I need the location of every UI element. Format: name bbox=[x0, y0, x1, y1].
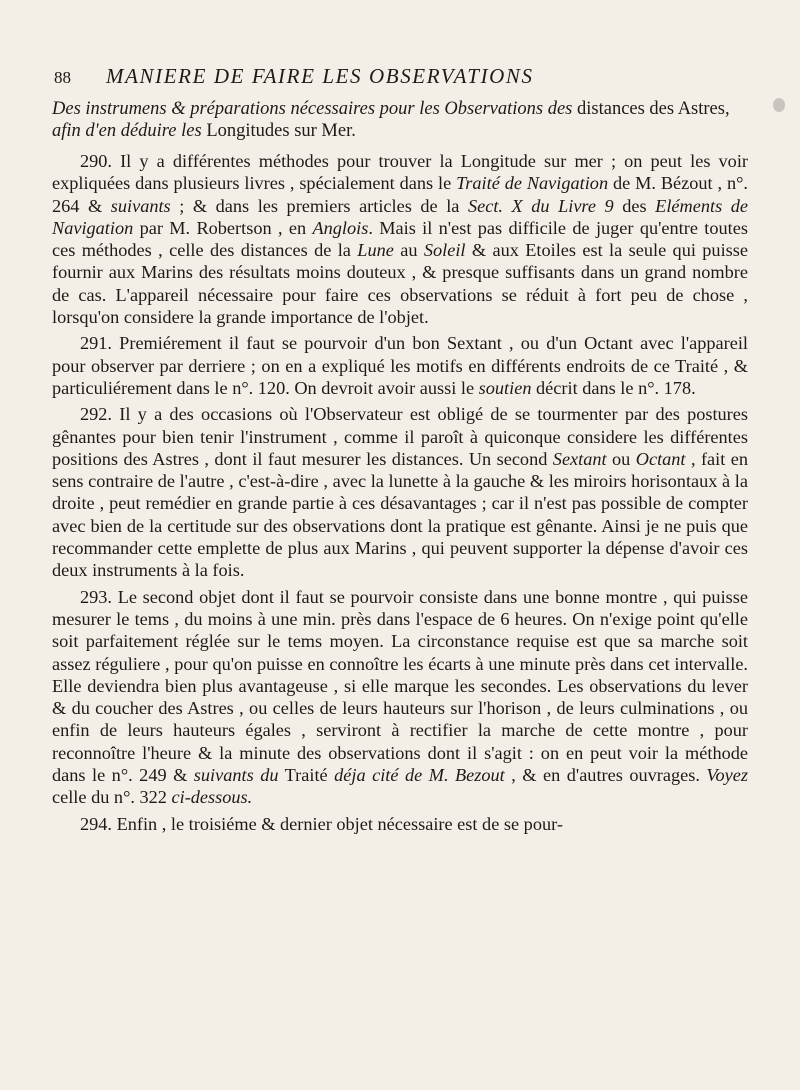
italic-text: Voyez bbox=[706, 765, 748, 786]
paragraph-text: 291. Premiérement il faut se pourvoir d'un bon Sextant , ou d'un Octant avec l'appareil pour observer par derriere ; on en a expliqué les motifs en différents endroits de ce Traité , & particuliérement dans le n°. 120. On devroit avoir aussi le bbox=[52, 333, 748, 398]
body-text bbox=[52, 150, 748, 835]
italic-text: soutien bbox=[478, 377, 532, 398]
paragraph bbox=[52, 150, 748, 328]
paragraph-text: Traité bbox=[278, 765, 335, 786]
section-title-line2-italic: afin d'en déduire les bbox=[52, 121, 202, 141]
paragraph-text: celle du n°. 322 bbox=[52, 787, 172, 808]
paragraph bbox=[52, 332, 748, 399]
paragraph-text: ou bbox=[606, 448, 636, 469]
ink-blot bbox=[773, 98, 785, 112]
paragraph-text: 293. Le second objet dont il faut se pourvoir consiste dans une bonne montre , qui puisse mesurer le tems , du moins à une min. près dans l'espace de 6 heures. On n'exige point qu'elle soit parfaitement réglée sur le tems moyen. La circonstance requise est que sa marche soit assez réguliere , pour qu'on puisse en connoître les écarts à une minute près dans cet intervalle. Elle deviendra bien plus avantageuse , si elle marque les secondes. Les observations du lever & du coucher des Astres , ou celles de leurs hauteurs sur l'horison , de leurs culminations , ou enfin de leurs hauteurs égales , serviront à rectifier la marche de cette montre , pour reconnoître l'heure & la minute des observations dont il s'agit : on en peut voir la méthode dans le n°. 249 & bbox=[52, 586, 748, 786]
section-title-line2a: distances des Astres, bbox=[577, 99, 730, 119]
paragraph-text: par M. Robertson , en bbox=[133, 217, 313, 238]
section-title-italic: Des instrumens & préparations nécessaires pour les Observations des bbox=[52, 99, 573, 119]
paragraph-text: au bbox=[393, 240, 424, 261]
paragraph bbox=[52, 403, 748, 581]
paragraph-text: 290. Il y a différentes méthodes pour trouver la Longitude sur mer ; on peut les voir expliquées dans plusieurs livres , spécialement dans le bbox=[52, 151, 748, 194]
paragraph bbox=[52, 813, 748, 835]
italic-text: Octant bbox=[635, 448, 686, 469]
italic-text: Soleil bbox=[423, 240, 466, 261]
paragraph-text: & aux Etoiles est la seule qui puisse fournir aux Marins des résultats moins douteux , & presque suffisants dans un grand nombre de cas. L'appareil nécessaire pour faire ces observations se réduit à fort peu de chose , lorsqu'on considere la grande importance de l'objet. bbox=[52, 240, 748, 328]
paragraph-text: . Mais il n'est pas difficile de juger qu'entre toutes ces méthodes , celle des distances de la bbox=[52, 217, 748, 261]
italic-text: suivants bbox=[110, 195, 171, 216]
paragraph bbox=[52, 586, 748, 809]
paragraph-text: , fait en sens contraire de l'autre , c'est-à-dire , avec la lunette à la gauche & les miroirs horisontaux à la droite , peut remédier en grande partie à ces désavantages ; car il n'est pas possible de compter avec bien de la certitude sur des observations dont la pratique est gênante. Ainsi je ne puis que recommander cette emplette de plus aux Marins , qui peuvent supporter la dépense d'avoir ces deux instruments à la fois. bbox=[52, 448, 748, 581]
paragraph-text: ; & dans les premiers articles de la bbox=[170, 195, 468, 216]
italic-text: déja cité de M. Bezout bbox=[334, 765, 505, 786]
paragraph-text: décrit dans le n°. 178. bbox=[531, 377, 696, 398]
paragraph-text: des bbox=[613, 195, 656, 216]
running-head: MANIERE DE FAIRE LES OBSERVATIONS bbox=[106, 64, 534, 88]
paragraph-text: de M. Bézout , n°. 264 & bbox=[52, 173, 748, 216]
italic-text: Eléments de Navigation bbox=[52, 195, 748, 238]
page-number: 88 bbox=[54, 68, 71, 87]
paragraph-text: 294. Enfin , le troisiéme & dernier objet nécessaire est de se pour- bbox=[80, 813, 563, 834]
italic-text: Sextant bbox=[552, 448, 607, 469]
italic-text: ci-dessous. bbox=[171, 787, 253, 808]
paragraph-text: 292. Il y a des occasions où l'Observateur est obligé de se tourmenter par des postures gênantes pour bien tenir l'instrument , comme il paroît à quiconque considere les différentes positions des Astres , dont il faut mesurer les distances. Un second bbox=[52, 404, 748, 469]
section-title-line2b: Longitudes sur Mer. bbox=[206, 121, 356, 141]
italic-text: Lune bbox=[357, 240, 394, 261]
page-header bbox=[52, 64, 748, 92]
paragraph-text: , & en d'autres ouvrages. bbox=[504, 765, 707, 786]
italic-text: suivants du bbox=[193, 765, 279, 786]
section-title bbox=[52, 98, 748, 142]
italic-text: Anglois bbox=[312, 217, 369, 238]
italic-text: Traité de Navigation bbox=[456, 173, 609, 194]
italic-text: Sect. X du Livre 9 bbox=[467, 195, 614, 216]
